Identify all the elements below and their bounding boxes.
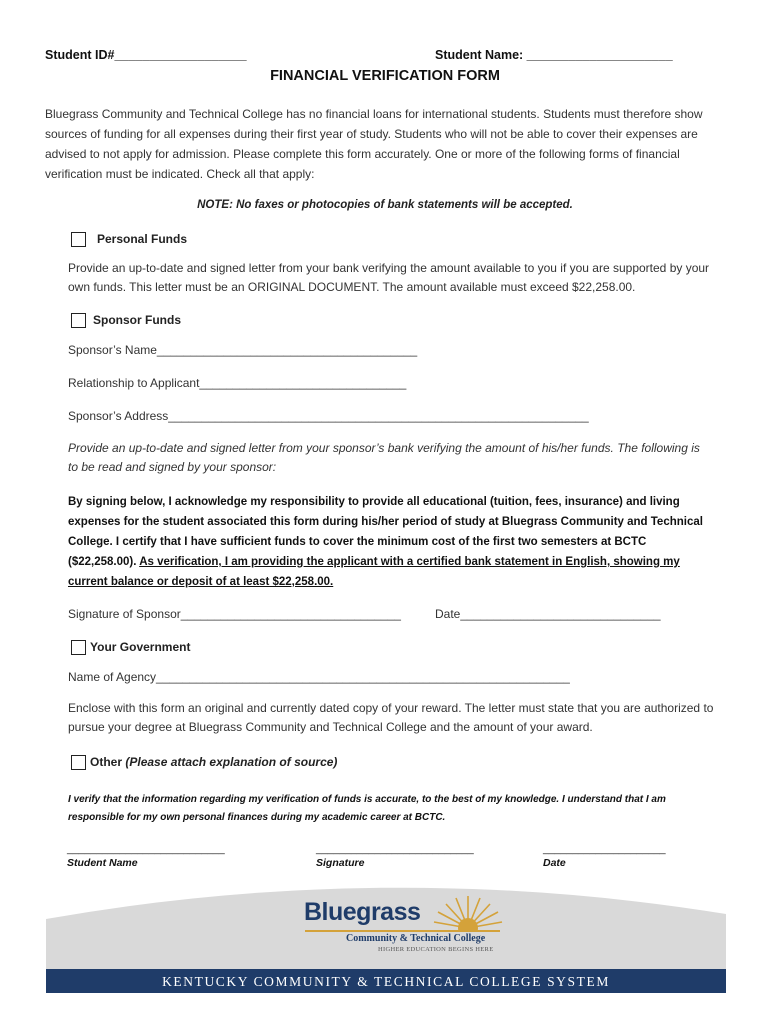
date-line[interactable]: _____________________ bbox=[543, 843, 666, 855]
sponsor-statement bbox=[68, 492, 708, 592]
logo-tagline: HIGHER EDUCATION BEGINS HERE bbox=[378, 946, 494, 953]
sponsor-funds-label: Sponsor Funds bbox=[93, 313, 181, 327]
government-label: Your Government bbox=[90, 640, 191, 654]
other-label-group bbox=[90, 755, 337, 769]
logo-wordmark: Bluegrass bbox=[304, 898, 421, 926]
personal-funds-text: Provide an up-to-date and signed letter from your bank verifying the amount available to you if you are supported by your own funds. This letter must be an ORIGINAL DOCUMENT. The amount available must exceed $22,258.00. bbox=[68, 261, 710, 294]
student-name-caption: Student Name bbox=[67, 857, 138, 869]
sponsor-instruction: Provide an up-to-date and signed letter from your sponsor’s bank verifying the amount of his/her funds. The following is to be read and signed by your sponsor: bbox=[68, 441, 700, 474]
other-label: Other bbox=[90, 755, 123, 769]
sponsor-address-field[interactable]: Sponsor’s Address_______________________________________________________________ bbox=[68, 409, 589, 423]
student-id-field[interactable]: Student ID#___________________ bbox=[45, 48, 247, 62]
sponsor-signature-field[interactable]: Signature of Sponsor_________________________________ bbox=[68, 607, 401, 621]
student-name-field[interactable]: Student Name: _____________________ bbox=[435, 48, 673, 62]
verification-statement: I verify that the information regarding my verification of funds is accurate, to the best of my knowledge. I understand that I am responsible for my own personal finances during my academic career at BCTC. bbox=[68, 794, 666, 823]
other-checkbox[interactable] bbox=[71, 755, 86, 770]
government-checkbox[interactable] bbox=[71, 640, 86, 655]
sponsor-date-field[interactable]: Date______________________________ bbox=[435, 607, 661, 621]
personal-funds-checkbox[interactable] bbox=[71, 232, 86, 247]
date-caption: Date bbox=[543, 857, 566, 869]
sponsor-name-field[interactable]: Sponsor’s Name_______________________________________ bbox=[68, 343, 418, 357]
sun-logo-icon bbox=[428, 892, 504, 932]
sponsor-statement-underlined: As verification, I am providing the applicant with a certified bank statement in English, showing my current balance or deposit of at least $22,258.00. bbox=[68, 556, 680, 588]
signature-line[interactable]: ___________________________ bbox=[316, 843, 474, 855]
logo-subtitle: Community & Technical College bbox=[346, 933, 486, 944]
intro-paragraph: Bluegrass Community and Technical College has no financial loans for international students. Students must therefore show sources of funding for all expenses during their first year of study. Students who will not be able to cover their expenses are advised to not apply for admission. Please complete this form accurately. One or more of the following forms of financial verification must be indicated. Check all that apply: bbox=[45, 107, 703, 181]
relationship-field[interactable]: Relationship to Applicant_______________________________ bbox=[68, 376, 407, 390]
student-name-line[interactable]: ___________________________ bbox=[67, 843, 225, 855]
government-text: Enclose with this form an original and currently dated copy of your reward. The letter must state that you are authorized to pursue your degree at Bluegrass Community and Technical College and the amount of your award. bbox=[68, 701, 714, 734]
kctcs-footer-band: KENTUCKY COMMUNITY & TECHNICAL COLLEGE SYSTEM bbox=[46, 969, 726, 993]
signature-caption: Signature bbox=[316, 857, 365, 869]
sponsor-funds-checkbox[interactable] bbox=[71, 313, 86, 328]
sponsor-statement-text: By signing below, I acknowledge my responsibility to provide all educational (tuition, fees, insurance) and living expenses for the student associated this form during his/her period of study at Bluegrass Community and Technical College. I certify that I have sufficient funds to cover the minimum cost of the first two semesters at BCTC ($22,258.00). bbox=[68, 496, 703, 568]
personal-funds-label: Personal Funds bbox=[97, 232, 188, 246]
other-note: (Please attach explanation of source) bbox=[125, 755, 338, 769]
note-text: NOTE: No faxes or photocopies of bank statements will be accepted. bbox=[197, 199, 573, 211]
logo-underline bbox=[305, 930, 500, 932]
form-title: FINANCIAL VERIFICATION FORM bbox=[270, 68, 500, 84]
agency-name-field[interactable]: Name of Agency______________________________________________________________ bbox=[68, 670, 570, 684]
